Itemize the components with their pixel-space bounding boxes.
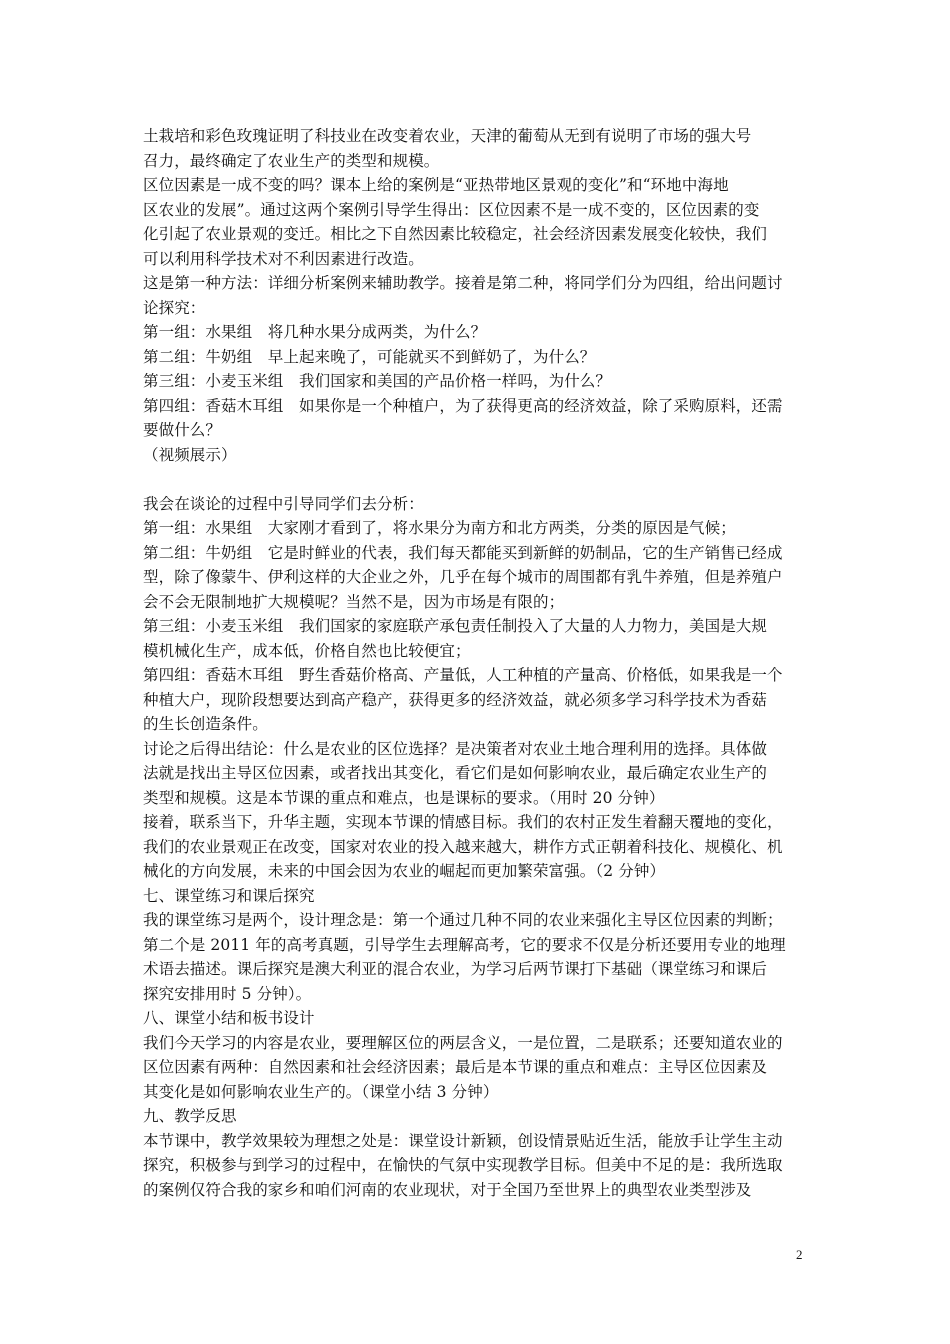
text-line: 化引起了农业景观的变迁。相比之下自然因素比较稳定，社会经济因素发展变化较快，我们 [143, 225, 768, 243]
text-line: 第二组：牛奶组 早上起来晚了，可能就买不到鲜奶了，为什么？ [143, 347, 596, 366]
document-body [143, 124, 811, 1202]
text-line: 区农业的发展”。通过这两个案例引导学生得出：区位因素不是一成不变的，区位因素的变 [143, 200, 760, 219]
text-line: 召力，最终确定了农业生产的类型和规模。 [143, 151, 440, 170]
text-line: 接着，联系当下，升华主题，实现本节课的情感目标。我们的农村正发生着翻天覆地的变化， [143, 813, 783, 831]
text-line: 的生长创造条件。 [143, 715, 268, 733]
text-line: 第三组：小麦玉米组 我们国家和美国的产品价格一样吗，为什么？ [143, 372, 612, 390]
text-line: 本节课中，教学效果较为理想之处是：课堂设计新颖，创设情景贴近生活，能放手让学生主动 [143, 1131, 783, 1150]
text-line: 我们今天学习的内容是农业，要理解区位的两层含义，一是位置，二是联系；还要知道农业的 [143, 1033, 783, 1052]
text-line: 区位因素有两种：自然因素和社会经济因素；最后是本节课的重点和难点：主导区位因素及 [143, 1058, 768, 1076]
text-line: 第三组：小麦玉米组 我们国家的家庭联产承包责任制投入了大量的人力物力，美国是大规 [143, 617, 768, 635]
text-line: 会不会无限制地扩大规模呢？当然不是，因为市场是有限的； [143, 592, 565, 611]
text-line: 七、课堂练习和课后探究 [143, 886, 315, 905]
text-line: 第二个是 2011 年的高考真题，引导学生去理解高考，它的要求不仅是分析还要用专业的地理 [143, 935, 786, 954]
text-line: 型，除了像蒙牛、伊利这样的大企业之外，几乎在每个城市的周围都有乳牛养殖，但是养殖户 [143, 568, 783, 586]
text-line: 我的课堂练习是两个，设计理念是：第一个通过几种不同的农业来强化主导区位因素的判断； [143, 911, 783, 929]
text-line: 探究，积极参与到学习的过程中，在愉快的气氛中实现教学目标。但美中不足的是：我所选取 [143, 1156, 783, 1174]
text-line: 土栽培和彩色玫瑰证明了科技业在改变着农业，天津的葡萄从无到有说明了市场的强大号 [143, 127, 752, 145]
text-line: 讨论之后得出结论：什么是农业的区位选择？是决策者对农业土地合理利用的选择。具体做 [143, 739, 768, 758]
text-line: 可以利用科学技术对不利因素进行改造。 [143, 249, 424, 268]
blank-line [143, 467, 811, 492]
text-line: 论探究： [143, 298, 206, 317]
text-line: 八、课堂小结和板书设计 [143, 1009, 315, 1027]
text-line: 这是第一种方法：详细分析案例来辅助教学。接着是第二种，将同学们分为四组，给出问题讨 [143, 274, 783, 292]
text-line: 类型和规模。这是本节课的重点和难点，也是课标的要求。（用时 20 分钟） [143, 788, 665, 807]
text-line: 我们的农业景观正在改变，国家对农业的投入越来越大，耕作方式正朝着科技化、规模化、机 [143, 837, 783, 856]
page-number: 2 [796, 1247, 803, 1262]
text-line: 其变化是如何影响农业生产的。（课堂小结 3 分钟） [143, 1082, 499, 1101]
text-line: 区位因素是一成不变的吗？课本上给的案例是“亚热带地区景观的变化”和“环地中海地 [143, 176, 729, 194]
text-line: 的案例仅符合我的家乡和咱们河南的农业现状，对于全国乃至世界上的典型农业类型涉及 [143, 1180, 752, 1199]
text-line: 术语去描述。课后探究是澳大利亚的混合农业，为学习后两节课打下基础（课堂练习和课后 [143, 960, 768, 978]
text-line: 法就是找出主导区位因素，或者找出其变化，看它们是如何影响农业，最后确定农业生产的 [143, 764, 768, 782]
text-line: 我会在谈论的过程中引导同学们去分析： [143, 494, 424, 513]
text-line: 模机械化生产，成本低，价格自然也比较便宜； [143, 641, 471, 660]
text-line: （视频展示） [143, 445, 237, 464]
text-line: 九、教学反思 [143, 1107, 237, 1125]
text-line: 第四组：香菇木耳组 野生香菇价格高、产量低，人工种植的产量高、价格低，如果我是一个 [143, 666, 783, 684]
text-line: 要做什么？ [143, 421, 222, 439]
text-line: 第一组：水果组 大家刚才看到了，将水果分为南方和北方两类，分类的原因是气候； [143, 519, 736, 537]
text-line: 探究安排用时 5 分钟）。 [143, 984, 312, 1003]
text-line: 种植大户，现阶段想要达到高产稳产，获得更多的经济效益，就必须多学习科学技术为香菇 [143, 690, 768, 709]
text-line: 械化的方向发展，未来的中国会因为农业的崛起而更加繁荣富强。（2 分钟） [143, 862, 666, 880]
text-line: 第二组：牛奶组 它是时鲜业的代表，我们每天都能买到新鲜的奶制品，它的生产销售已经成 [143, 543, 783, 562]
text-line: 第一组：水果组 将几种水果分成两类，为什么？ [143, 323, 487, 341]
text-line: 第四组：香菇木耳组 如果你是一个种植户，为了获得更高的经济效益，除了采购原料，还需 [143, 396, 783, 415]
